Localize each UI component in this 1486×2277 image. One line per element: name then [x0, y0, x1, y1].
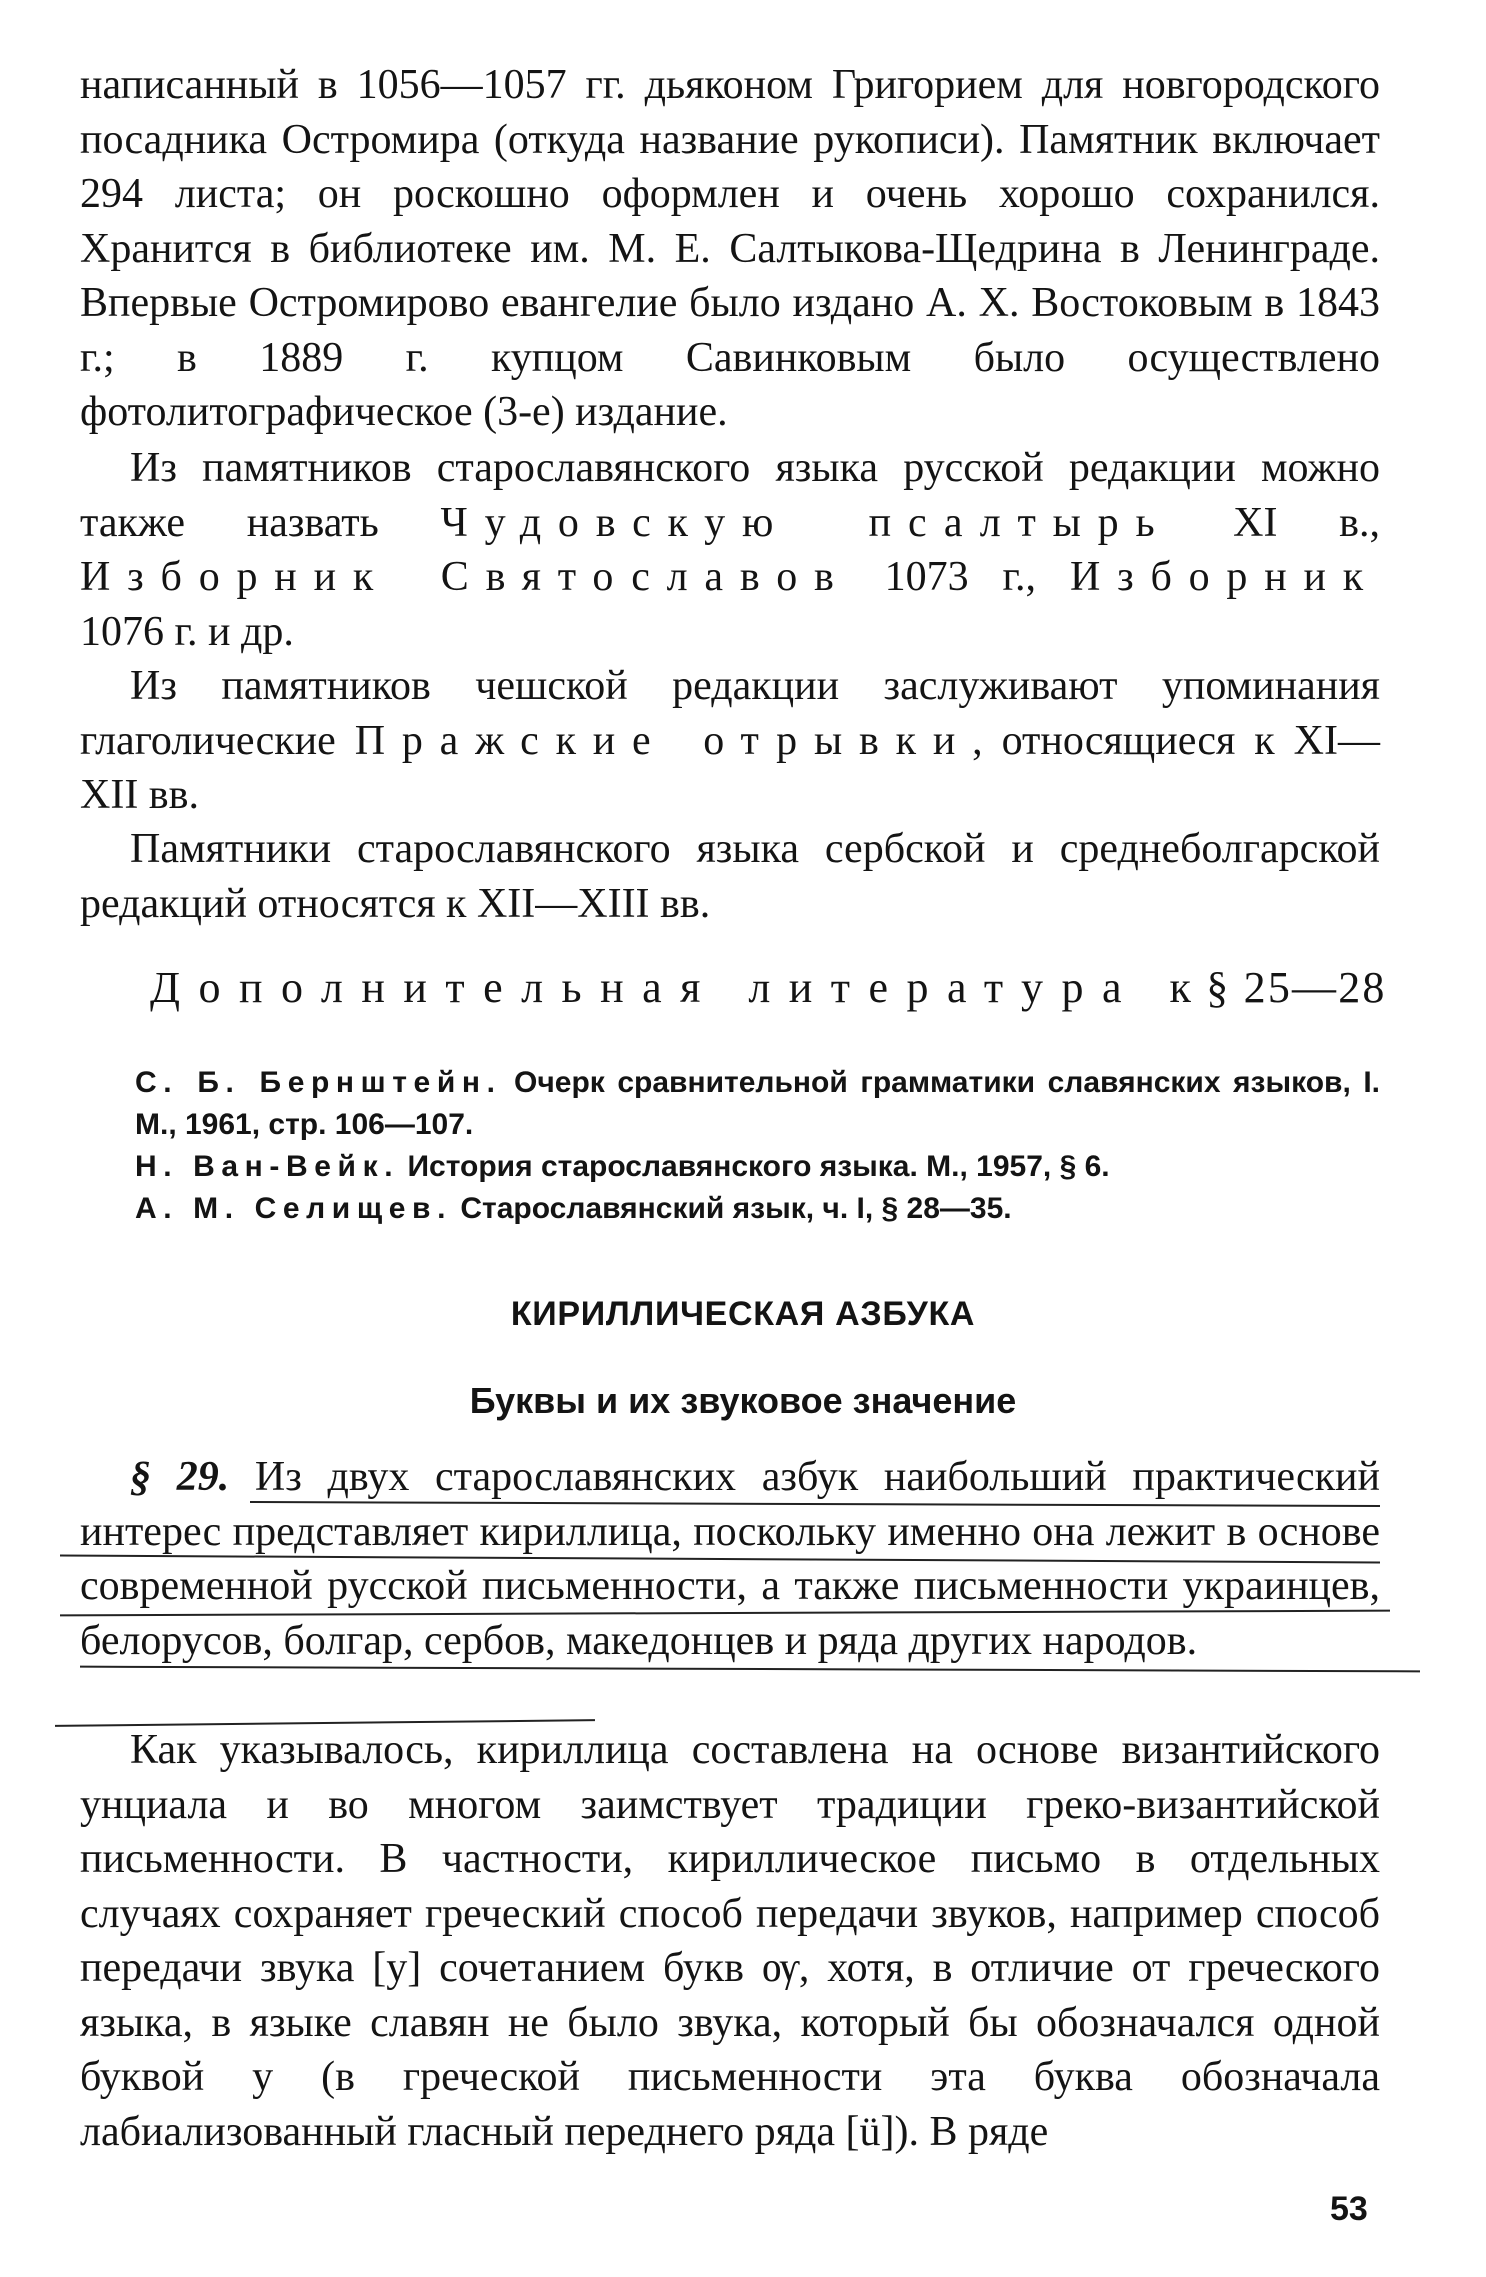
- paragraph-text: написанный в 1056—1057 гг. дьяконом Григорием для новгородского посадника Остромира (откуда название рукописи). Памятник включает 294 листа; он роскошно оформлен и очень хорошо сохранился. Хранится в библиотеке им. М. Е. Салтыкова-Щедрина в Ленинграде. Впервые Остромирово евангелие было издано А. Х. Востоковым в 1843 г.; в 1889 г. купцом Савинковым было осуществлено фотолитографическое (3-е) издание.: [80, 62, 1380, 435]
- paragraph-text: [80, 441, 1380, 659]
- reference-list: [135, 1062, 1380, 1230]
- paragraph-czech-redaction: [80, 659, 1380, 823]
- reference-item: [135, 1146, 1380, 1188]
- spaced-title: Пражские отрывки: [354, 717, 973, 764]
- spaced-title: Изборник Святославов: [80, 554, 851, 600]
- reference-item: [135, 1062, 1380, 1146]
- reference-author: С. Б. Бернштейн.: [135, 1066, 502, 1099]
- spaced-title: Чудовскую псалтырь: [440, 499, 1172, 546]
- paragraph-text: [80, 659, 1380, 823]
- subchapter-title: Буквы и их звуковое значение: [469, 1380, 1017, 1421]
- text-run: XI в.,: [1171, 499, 1380, 546]
- paragraph-text: Памятники старославянского языка сербской и среднеболгарской редакций относятся к XII—XIII вв.: [80, 826, 1380, 927]
- reference-author: Н. Ван-Вейк.: [135, 1150, 400, 1183]
- paragraph-ostromir: [80, 58, 1380, 440]
- paragraph-text: Как указывалось, кириллица составлена на основе византийского унциала и во многом заимствует традиции греко-византийской письменности. В частности, кириллическое письмо в отдельных случаях сохраняет греческий способ передачи звуков, например способ передачи звука [у] сочетанием букв ѹ, хотя, в отличие от греческого языка, в языке славян не было звука, который бы обозначался одной буквой у (в греческой письменности эта буква обозначала лабиализованный гласный переднего ряда [ü]). В ряде: [80, 1727, 1380, 2155]
- paragraph-serbian-redaction: [80, 822, 1380, 931]
- literature-heading-text: Дополнительная литература: [150, 963, 1140, 1012]
- section-mark: § 29.: [130, 1454, 230, 1500]
- reference-text: История старославянского языка. М., 1957, § 6.: [399, 1150, 1110, 1183]
- text-run: Из памятников чешской редакции заслуживают упоминания глаголические: [80, 663, 1380, 764]
- text-run: Из памятников старославянского языка русской редакции можно также назвать: [80, 445, 1380, 546]
- spaced-title: Изборник: [1069, 554, 1380, 600]
- text-run: , относящиеся к XI—XII вв.: [80, 717, 1380, 818]
- paragraph-russian-redaction: [80, 441, 1380, 659]
- page-number: 53: [1330, 2190, 1368, 2228]
- chapter-title: КИРИЛЛИЧЕСКАЯ АЗБУКА: [510, 1295, 976, 1333]
- literature-heading: [150, 962, 1387, 1013]
- reference-item: [135, 1188, 1380, 1230]
- text-run: Из двух старославянских азбук наибольший практический интерес представляет кириллица, поскольку именно она лежит в основе современной русской письменности, а также письменности украинцев, белорусов, болгар, сербов, македонцев и ряда других народов.: [80, 1454, 1381, 1664]
- reference-text: Очерк сравнительной грамматики славянских языков, I. М., 1961, стр. 106—107.: [135, 1066, 1381, 1141]
- reference-text: Старославянский язык, ч. I, § 28—35.: [452, 1192, 1012, 1225]
- reference-author: А. М. Селищев.: [135, 1192, 453, 1225]
- literature-heading-section: к § 25—28: [1169, 963, 1387, 1012]
- text-run: 1076 г. и др.: [80, 608, 294, 655]
- paragraph-cyrillic-origin: [80, 1723, 1380, 2159]
- text-run: 1073 г.,: [850, 554, 1070, 600]
